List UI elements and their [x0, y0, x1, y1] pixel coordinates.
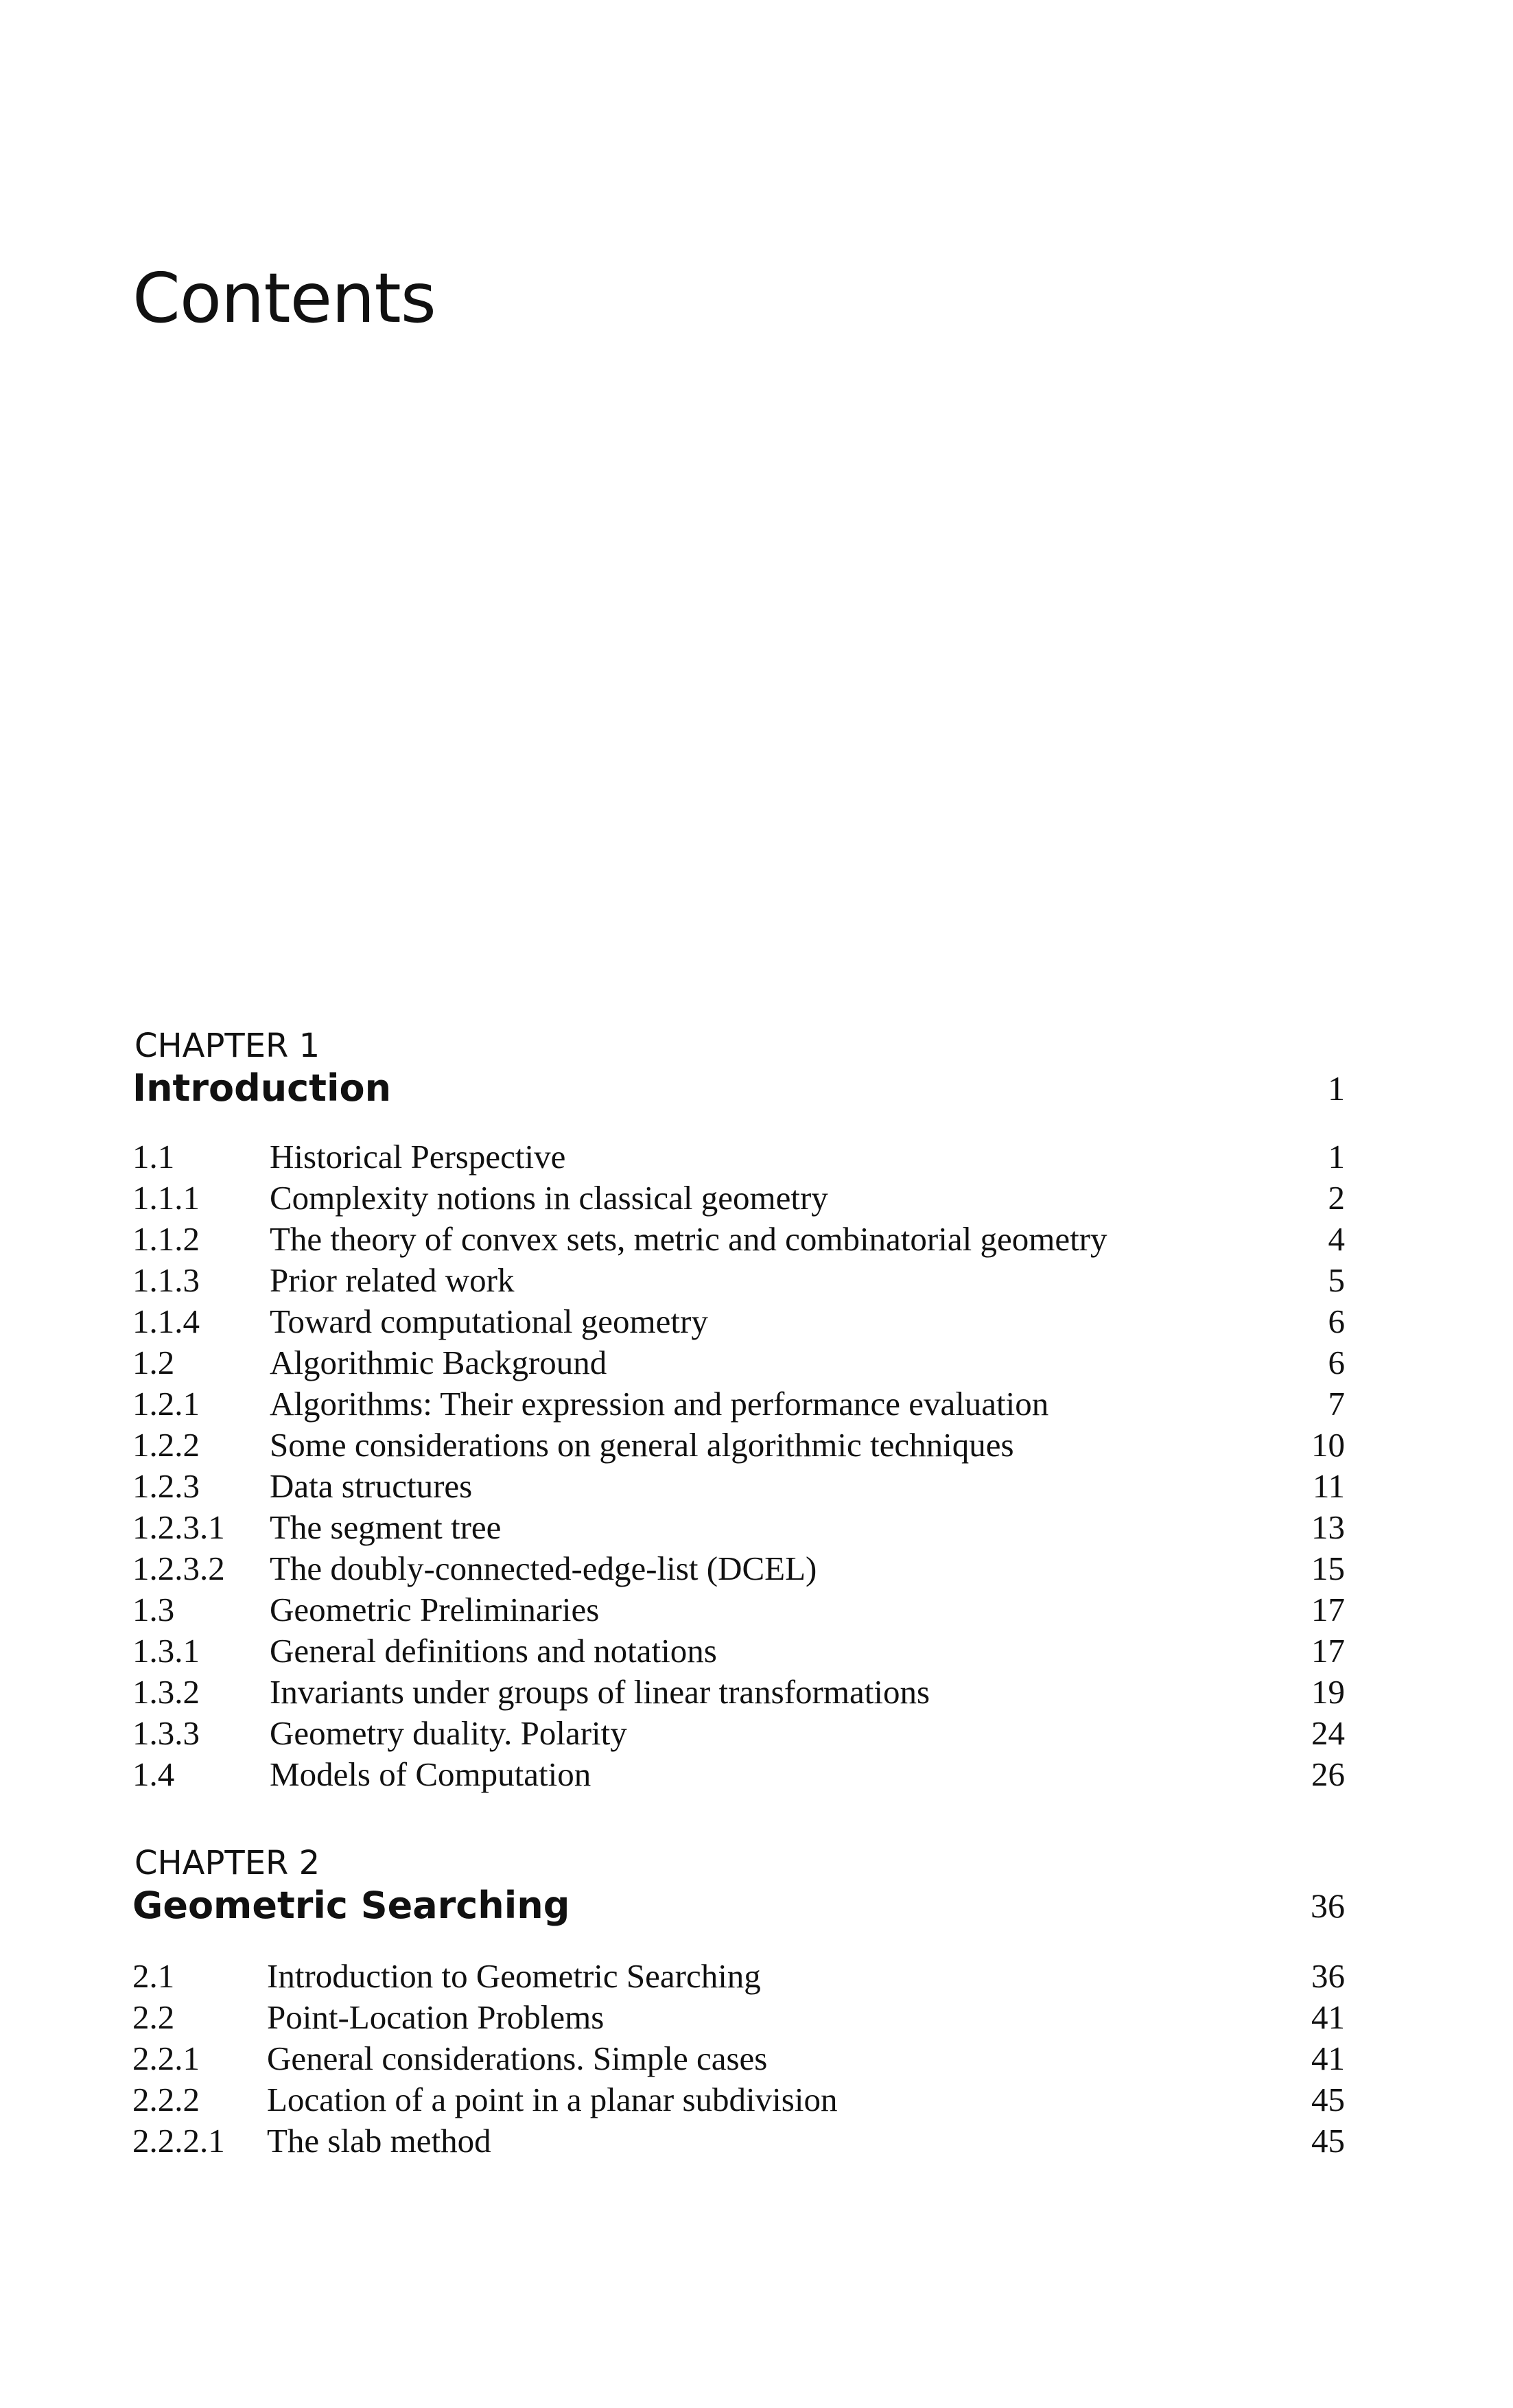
entry-title: The doubly-connected-edge-list (DCEL): [270, 1550, 817, 1587]
entry-title: Prior related work: [270, 1261, 515, 1299]
entry-title: General definitions and notations: [270, 1632, 717, 1670]
entry-number: 1.3.1: [132, 1632, 200, 1670]
toc-entry[interactable]: [132, 1383, 1345, 1425]
entry-number: 2.2.2.1: [132, 2122, 225, 2160]
entry-page: 17: [1311, 1632, 1345, 1670]
entry-title: Location of a point in a planar subdivision: [267, 2081, 838, 2118]
entry-number: 1.1.3: [132, 1261, 200, 1299]
entry-page: 13: [1311, 1508, 1345, 1546]
entry-number: 1.1: [132, 1138, 175, 1176]
chapter-1-page: 1: [1328, 1069, 1345, 1108]
toc-entry[interactable]: [132, 1466, 1345, 1507]
entry-page: 24: [1311, 1714, 1345, 1752]
entry-title: Introduction to Geometric Searching: [267, 1957, 761, 1995]
toc-entry[interactable]: [132, 1997, 1345, 2038]
entry-number: 1.2.3.1: [132, 1508, 225, 1546]
entry-page: 15: [1311, 1550, 1345, 1587]
toc-entry[interactable]: [132, 2038, 1345, 2079]
entry-page: 6: [1328, 1302, 1345, 1340]
entry-page: 2: [1328, 1179, 1345, 1217]
entry-page: 4: [1328, 1220, 1345, 1258]
toc-entry[interactable]: [132, 1956, 1345, 1997]
entry-title: Algorithms: Their expression and performance evaluation: [270, 1385, 1049, 1423]
entry-page: 11: [1312, 1467, 1345, 1505]
entry-title: Geometry duality. Polarity: [270, 1714, 627, 1752]
entry-title: Complexity notions in classical geometry: [270, 1179, 828, 1217]
entry-number: 1.2.1: [132, 1385, 200, 1423]
toc-entry[interactable]: [132, 1672, 1345, 1713]
chapter-1-title[interactable]: Introduction: [132, 1066, 392, 1110]
toc-entry[interactable]: [132, 1301, 1345, 1342]
entry-number: 1.1.1: [132, 1179, 200, 1217]
entry-title: Data structures: [270, 1467, 473, 1505]
entry-page: 1: [1328, 1138, 1345, 1176]
entry-title: Toward computational geometry: [270, 1302, 708, 1340]
entry-title: Historical Perspective: [270, 1138, 566, 1176]
toc-entry[interactable]: [132, 1589, 1345, 1630]
toc-entry[interactable]: [132, 1136, 1345, 1178]
entry-page: 26: [1311, 1755, 1345, 1793]
entry-number: 1.1.2: [132, 1220, 200, 1258]
entry-title: Invariants under groups of linear transformations: [270, 1673, 930, 1711]
entry-page: 41: [1311, 2039, 1345, 2077]
entry-page: 10: [1311, 1426, 1345, 1464]
toc-entry[interactable]: [132, 1548, 1345, 1589]
entry-page: 41: [1311, 1998, 1345, 2036]
entry-title: The slab method: [267, 2122, 491, 2160]
entry-number: 1.3: [132, 1591, 175, 1628]
entry-title: Point-Location Problems: [267, 1998, 605, 2036]
toc-entry[interactable]: [132, 2120, 1345, 2162]
toc-entry[interactable]: [132, 1342, 1345, 1383]
entry-number: 2.2.1: [132, 2039, 200, 2077]
toc-entry[interactable]: [132, 1754, 1345, 1795]
entry-title: Algorithmic Background: [270, 1344, 607, 1381]
entry-title: Geometric Preliminaries: [270, 1591, 600, 1628]
entry-page: 45: [1311, 2122, 1345, 2160]
entry-number: 1.2.2: [132, 1426, 200, 1464]
chapter-1-label: CHAPTER 1: [134, 1027, 320, 1065]
entry-number: 1.4: [132, 1755, 175, 1793]
chapter-2-page: 36: [1311, 1886, 1345, 1925]
toc-entry[interactable]: [132, 1425, 1345, 1466]
entry-page: 6: [1328, 1344, 1345, 1381]
toc-entry[interactable]: [132, 1507, 1345, 1548]
entry-number: 1.3.2: [132, 1673, 200, 1711]
entry-number: 1.3.3: [132, 1714, 200, 1752]
entry-page: 7: [1328, 1385, 1345, 1423]
entry-page: 19: [1311, 1673, 1345, 1711]
entry-title: The segment tree: [270, 1508, 502, 1546]
toc-entry[interactable]: [132, 1178, 1345, 1219]
entry-number: 1.2: [132, 1344, 175, 1381]
entry-number: 1.1.4: [132, 1302, 200, 1340]
entry-number: 1.2.3.2: [132, 1550, 225, 1587]
entry-page: 36: [1311, 1957, 1345, 1995]
page-title: Contents: [132, 258, 436, 338]
entry-title: Models of Computation: [270, 1755, 591, 1793]
chapter-2-label: CHAPTER 2: [134, 1844, 320, 1882]
entry-page: 45: [1311, 2081, 1345, 2118]
entry-page: 17: [1311, 1591, 1345, 1628]
toc-entry[interactable]: [132, 1219, 1345, 1260]
toc-entry[interactable]: [132, 1713, 1345, 1754]
entry-number: 1.2.3: [132, 1467, 200, 1505]
entry-title: General considerations. Simple cases: [267, 2039, 768, 2077]
toc-entry[interactable]: [132, 1260, 1345, 1301]
entry-title: The theory of convex sets, metric and combinatorial geometry: [270, 1220, 1107, 1258]
entry-number: 2.1: [132, 1957, 175, 1995]
entry-number: 2.2.2: [132, 2081, 200, 2118]
entry-title: Some considerations on general algorithmic techniques: [270, 1426, 1014, 1464]
chapter-2-title[interactable]: Geometric Searching: [132, 1884, 570, 1927]
toc-entry[interactable]: [132, 2079, 1345, 2120]
toc-entry[interactable]: [132, 1630, 1345, 1672]
entry-number: 2.2: [132, 1998, 175, 2036]
entry-page: 5: [1328, 1261, 1345, 1299]
